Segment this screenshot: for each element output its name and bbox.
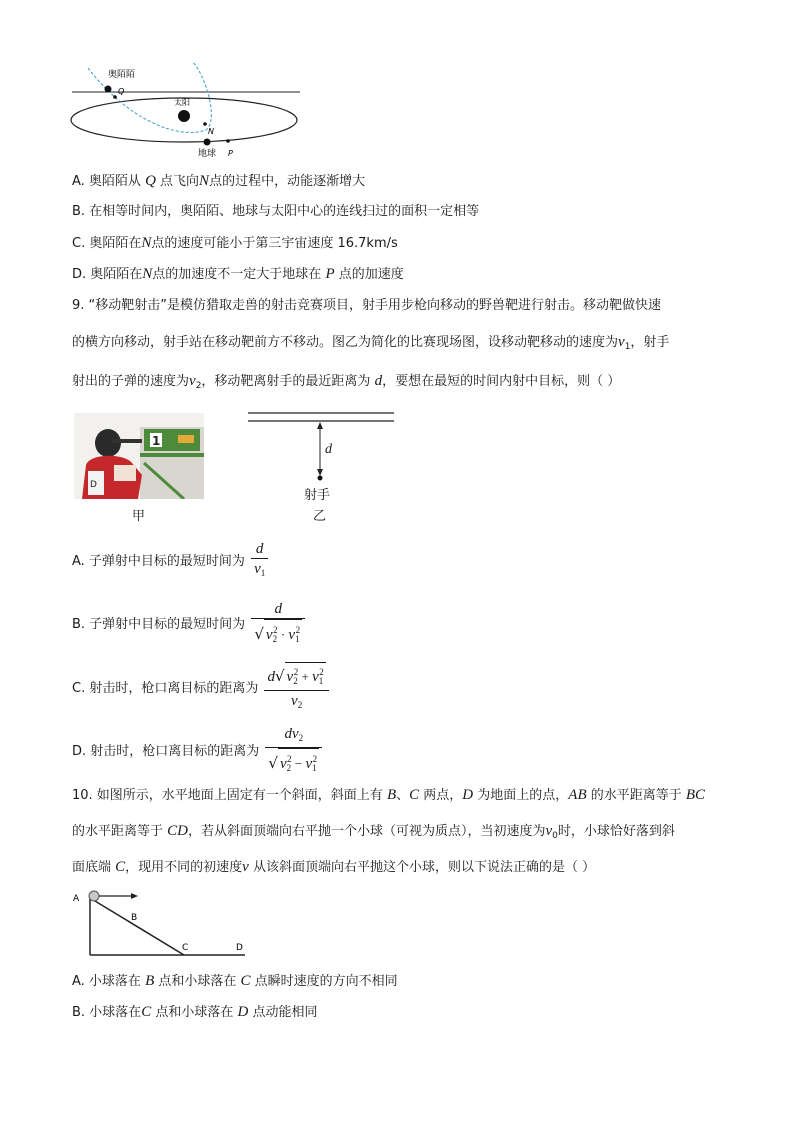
oumuamua-label: 奥陌陌 (108, 70, 136, 80)
shooter-point (318, 476, 323, 481)
q9-option-c: C. 射击时，枪口离目标的距离为 $\frac{d√ v_2^2 + v_1^2}{v_2}$ (72, 662, 329, 710)
q10-stem-line2: 的水平距离等于 CD，若从斜面顶端向右平抛一个小球（可视为质点），当初速度为$v_0$时，小球恰好落到斜 (72, 823, 675, 841)
earth-dot (204, 139, 211, 146)
bib-letter: D (90, 480, 97, 490)
q9-stem-line3: 射出的子弹的速度为$v_2$，移动靶离射手的最近距离为 d，要想在最短的时间内射中目标，则（ ） (72, 373, 621, 391)
shooter-label: 射手 (304, 488, 331, 503)
oumuamua-trajectory (88, 62, 211, 132)
point-b-label: B (131, 913, 138, 923)
p-point (226, 139, 230, 143)
q8-option-d: D. 奥陌陌在N点的加速度不一定大于地球在 P 点的加速度 (72, 266, 404, 282)
fraction-c: $\frac{d√ v_2^2 + v_1^2}{v_2}$ (264, 662, 328, 715)
incline-line (90, 898, 184, 955)
sun-dot (178, 110, 190, 122)
point-a-label: A (73, 894, 80, 904)
earth-label: 地球 (198, 149, 217, 159)
q10-stem-line1: 10. 如图所示，水平地面上固定有一个斜面，斜面上有 B、C 两点，D 为地面上的点，AB 的水平距离等于 BC (72, 787, 706, 803)
sun-label: 太阳 (174, 98, 190, 107)
figure-jia-label: 甲 (132, 509, 146, 524)
q8-option-a: A. 奥陌陌从 Q 点飞向N点的过程中，动能逐渐增大 (72, 173, 366, 189)
q-label: Q (118, 87, 125, 96)
q10-option-a: A. 小球落在 B 点和小球落在 C 点瞬时速度的方向不相同 (72, 973, 398, 989)
q9-option-a: A. 子弹射中目标的最短时间为 $\frac{d}{v_1}$ (72, 540, 268, 584)
p-label: P (228, 149, 233, 158)
oumuamua-dot (105, 86, 112, 93)
incline-figure (70, 886, 260, 960)
point-d-label: D (236, 943, 243, 953)
q8-option-b: B. 在相等时间内，奥陌陌、地球与太阳中心的连线扫过的面积一定相等 (72, 204, 480, 219)
orbit-figure (68, 60, 308, 165)
q8-option-c: C. 奥陌陌在N点的速度可能小于第三宇宙速度 16.7km/s (72, 235, 398, 251)
q10-option-b: B. 小球落在C 点和小球落在 D 点动能相同 (72, 1004, 318, 1020)
q9-option-b: B. 子弹射中目标的最短时间为 $\frac{d}{√ v_2^2 \cdot v_1^2}$ (72, 600, 305, 644)
shooter-photo (74, 413, 204, 499)
q9-stem-line2: 的横方向移动，射手站在移动靶前方不移动。图乙为简化的比赛现场图，设移动靶移动的速度为$v_1$，射手 (72, 334, 670, 352)
ball (89, 891, 99, 901)
n-label: N (208, 127, 214, 136)
fraction-d: $\frac{dv_2}{√ v_2^2 - v_1^2}$ (265, 725, 322, 778)
fraction-b: $\frac{d}{√ v_2^2 \cdot v_1^2}$ (251, 600, 305, 649)
target-number: 1 (152, 434, 161, 448)
n-point (203, 122, 207, 126)
q10-stem-line3: 面底端 C，现用不同的初速度v 从该斜面顶端向右平抛这个小球，则以下说法正确的是（ ） (72, 859, 596, 875)
distance-d-label: d (325, 442, 332, 457)
figure-yi-label: 乙 (313, 509, 327, 524)
fraction-d-over-v1: $\frac{d}{v_1}$ (251, 540, 268, 583)
q-point (113, 95, 117, 99)
q9-stem-line1: 9. “移动靶射击”是模仿猎取走兽的射击竞赛项目，射手用步枪向移动的野兽靶进行射击。移动靶做快速 (72, 298, 662, 313)
point-c-label: C (182, 943, 189, 953)
q9-option-d: D. 射击时，枪口离目标的距离为 $\frac{dv_2}{√ v_2^2 - v_1^2}$ (72, 725, 322, 773)
